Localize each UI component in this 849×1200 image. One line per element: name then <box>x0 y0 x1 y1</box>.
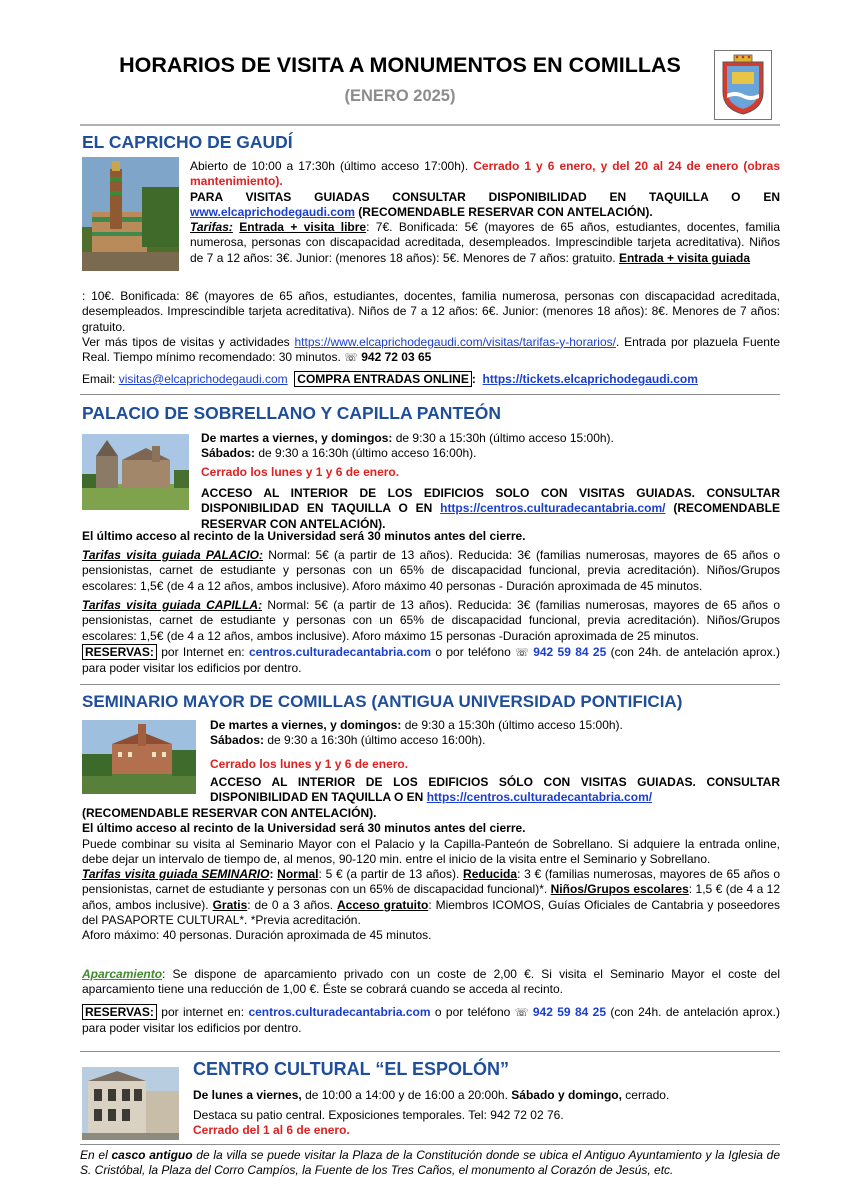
footer-bold: casco antiguo <box>111 1148 193 1162</box>
seminario-tarifas-label: Tarifas visita guiada SEMINARIO <box>82 867 270 882</box>
capricho-guided-text: : 10€. Bonificada: 8€ (mayores de 65 años, estudiantes, docentes, familia numerosa, personas con discapacidad acreditada, desempleados. Imprescindible tarjeta acreditativa). Niños de 7 a 12 años: 6€. Junior: (menores 18 años): 8€. Menores de 7 años: gratuito. <box>82 289 780 334</box>
seminario-reducida-text: : 3 € (familias numerosas, mayores de 65 años o pensionistas, carnet de estudiante y personas con un 65% de discapacidad funcional)*. <box>82 867 781 897</box>
sobrellano-details <box>82 529 780 544</box>
seminario-photo <box>82 720 196 794</box>
sobrellano-last: El último acceso al recinto de la Universidad será 30 minutos antes del cierre. <box>82 529 526 543</box>
sobrellano-reservas-phone: 942 59 84 25 <box>533 645 607 659</box>
seminario-parking-text: : Se dispone de aparcamiento privado con un coste de 2,00 €. Si visita el Seminario Mayor el coste del aparcamiento tiene una reducción de 1,00 €. Éste se cobrará cuando se acceda al recinto. <box>82 967 780 997</box>
footer-p2: de la villa se puede visitar la Plaza de la Constitución donde se ubica el Antiguo Ayuntamiento y la Iglesia de S. Cristóbal, la Plaza del Corro Campíos, la Fuente de los Tres Caños, el monumento al Corazón de Jesús, etc. <box>80 1148 781 1177</box>
seminario-last: El último acceso al recinto de la Universidad será 30 minutos antes del cierre. <box>82 821 526 836</box>
seminario-reservas-site[interactable]: centros.culturadecantabria.com <box>248 1005 431 1019</box>
capricho-photo <box>82 157 179 271</box>
espolon-hours2: cerrado. <box>621 1088 670 1102</box>
footer-note <box>80 1148 780 1178</box>
capricho-info-bottom <box>82 289 780 366</box>
sobrellano-hours2: de 9:30 a 16:30h (último acceso 16:00h). <box>255 446 477 461</box>
sobrellano-days1: De martes a viernes, y domingos: <box>201 431 393 445</box>
espolon-days1: De lunes a viernes, <box>193 1088 302 1102</box>
espolon-closed: Cerrado del 1 al 6 de enero. <box>193 1123 350 1138</box>
sobrellano-reservas-or: o por teléfono <box>431 645 511 659</box>
seminario-access-wrap <box>210 775 780 806</box>
espolon-info <box>193 1088 780 1103</box>
seminario-reducida-label: Reducida <box>463 867 518 882</box>
header-divider <box>80 124 780 126</box>
capricho-contact: Email: visitas@elcaprichodegaudi.com COMPRA ENTRADAS ONLINE : https://tickets.elcaprichodegaudi.com <box>82 372 698 386</box>
capricho-free-label: Entrada + visita libre <box>239 220 367 235</box>
phone-icon: ☏ <box>344 352 358 365</box>
footer-p1: En el <box>80 1148 108 1162</box>
capricho-buy-label: COMPRA ENTRADAS ONLINE <box>294 371 472 387</box>
espolon-photo <box>82 1067 179 1140</box>
capricho-free-text: : 7€. Bonificada: 5€ (mayores de 65 años, estudiantes, docentes, familia numerosa, personas con discapacidad acreditada, desempleados. Imprescindible tarjeta acreditativa). Niños de 7 a 12 años: 3€. Junior: (menores 18 años): 5€. Menores de 7 años: gratuito. <box>190 220 781 265</box>
espolon-hours1: de 10:00 a 14:00 y de 16:00 a 20:00h. <box>301 1088 508 1102</box>
sobrellano-photo <box>82 434 189 510</box>
seminario-hours <box>210 718 780 749</box>
sobrellano-reservas-tail: (con 24h. de antelación aprox.) para poder visitar los edificios por dentro. <box>82 645 781 676</box>
capricho-info-top: Abierto de 10:00 a 17:30h (último acceso 17:00h). Cerrado 1 y 6 enero, y del 20 al 24 de enero (obras mantenimiento). PARA VISITAS GUIADAS CONSULTAR DISPONIBILIDAD EN TAQUILLA O EN www.elcaprichodegaudi.com (RECOMENDABLE RESERVAR CON ANTELACIÓN). Tarifas: Entrada + visita libre: 7€. Bonificada: 5€ (mayores de 65 años, estudiantes, docentes, familia numerosa, personas con discapacidad acreditada, desempleados. Imprescindible tarjeta acreditativa). Niños de 7 a 12 años: 3€. Junior: (menores 18 años): 5€. Menores de 7 años: gratuito. Entrada + visita guiada <box>190 159 781 265</box>
capricho-tarifas-label: Tarifas <box>190 220 229 235</box>
seminario-reservas-label: RESERVAS: <box>82 1004 157 1020</box>
section-divider <box>80 1144 780 1145</box>
seminario-closed-wrap <box>210 757 780 772</box>
sobrellano-reserve: (RECOMENDABLE RESERVAR CON ANTELACIÓN). <box>201 501 780 531</box>
seminario-ninos-label: Niños/Grupos escolares <box>550 882 689 897</box>
sobrellano-hours <box>201 431 780 462</box>
sobrellano-palacio-text: Normal: 5€ (a partir de 13 años). Reducida: 3€ (familias numerosas, mayores de 65 años o pensionistas, carnet de estudiante y personas con un 65% de discapacidad funcional, previa acreditación). Niños/Grupos escolares: 1,5€ (de 4 a 12 años, ambos inclusive). Aforo máximo 40 personas - Duración aproximada de 45 minutos. <box>82 548 780 593</box>
seminario-link[interactable]: https://centros.culturadecantabria.com/ <box>426 790 653 805</box>
capricho-phone: 942 72 03 65 <box>361 350 432 365</box>
section-divider <box>80 394 780 395</box>
sobrellano-reservas-site[interactable]: centros.culturadecantabria.com <box>248 645 432 659</box>
seminario-parking-label: Aparcamiento <box>82 967 163 981</box>
capricho-web-link[interactable]: www.elcaprichodegaudi.com <box>190 204 355 219</box>
section-title-capricho: EL CAPRICHO DE GAUDÍ <box>82 132 293 152</box>
seminario-gratis-text: : de 0 a 3 años. <box>247 897 334 912</box>
seminario-reservas-tail: (con 24h. de antelación aprox.) para poder visitar los edificios por dentro. <box>82 1005 780 1036</box>
section-title-seminario: SEMINARIO MAYOR DE COMILLAS (ANTIGUA UNIVERSIDAD PONTIFICIA) <box>82 692 683 711</box>
seminario-closed: Cerrado los lunes y 1 y 6 de enero. <box>210 757 409 771</box>
sobrellano-palacio <box>82 548 780 594</box>
seminario-days2: Sábados: <box>210 733 265 748</box>
seminario-reservas-phone: 942 59 84 25 <box>532 1005 607 1019</box>
seminario-hours1: de 9:30 a 15:30h (último acceso 15:00h). <box>401 718 623 732</box>
phone-icon: ☏ <box>515 647 529 659</box>
seminario-hours2: de 9:30 a 16:30h (último acceso 16:00h). <box>264 733 486 748</box>
sobrellano-capilla <box>82 598 780 644</box>
seminario-ninos-text: : 1,5 € (de 4 a 12 años, ambos inclusive). <box>82 882 781 912</box>
seminario-parking <box>82 967 780 998</box>
sobrellano-hours1: de 9:30 a 15:30h (último acceso 15:00h). <box>392 431 614 445</box>
sobrellano-capilla-label: Tarifas visita guiada CAPILLA: <box>82 598 263 612</box>
sobrellano-reservas-text: por Internet en: <box>156 645 245 659</box>
phone-icon: ☏ <box>514 1007 529 1019</box>
page-title: HORARIOS DE VISITA A MONUMENTOS EN COMILLAS <box>119 53 681 77</box>
capricho-email-label: Email: <box>82 372 116 386</box>
espolon-desc-wrap <box>193 1108 780 1139</box>
seminario-combine: Puede combinar su visita al Seminario Mayor con el Palacio y la Capilla-Panteón de Sobrellano. Si adquiere la entrada online, debe dejar un intervalo de tiempo de, al menos, 90-120 min. entre el inicio de la visita entre el Seminario y Sobrellano. <box>82 836 780 866</box>
seminario-normal-text: : 5 € (a partir de 13 años). <box>318 867 460 882</box>
seminario-normal-label: Normal <box>277 867 319 882</box>
seminario-days1: De martes a viernes, y domingos: <box>210 718 402 732</box>
capricho-more-tail: . Entrada por plazuela Fuente Real. Tiempo mínimo recomendado: 30 minutos. <box>82 334 780 365</box>
seminario-reservas-or: o por teléfono <box>430 1005 511 1019</box>
seminario-gratis-label: Gratis <box>212 897 248 912</box>
sobrellano-capilla-text: Normal: 5€ (a partir de 13 años). Reducida: 3€ (familias numerosas, mayores de 65 años o pensionistas, carnet de estudiante y personas con un 65% de discapacidad funcional, previa acreditación). Niños/Grupos escolares: 1,5€ (de 4 a 12 años, ambos inclusive). Aforo máximo 15 personas -Duración aproximada de 25 minutos. <box>82 598 780 643</box>
sobrellano-days2: Sábados: <box>201 446 256 461</box>
section-title-espolon: CENTRO CULTURAL “EL ESPOLÓN” <box>193 1059 510 1079</box>
capricho-more-link[interactable]: https://www.elcaprichodegaudi.com/visitas/tarifas-y-horarios/ <box>294 334 616 349</box>
sobrellano-access: ACCESO AL INTERIOR DE LOS EDIFICIOS SOLO CON VISITAS GUIADAS. CONSULTAR DISPONIBILIDAD EN TAQUILLA O EN <box>201 486 780 516</box>
page-subtitle: (ENERO 2025) <box>344 87 456 105</box>
section-title-sobrellano: PALACIO DE SOBRELLANO Y CAPILLA PANTEÓN <box>82 403 502 423</box>
seminario-acceso-text: : Miembros ICOMOS, Guías Oficiales de Cantabria y poseedores del PASAPORTE CULTURAL*. *Previa acreditación. <box>82 897 781 928</box>
coat-of-arms-icon <box>714 50 772 120</box>
capricho-closed: Cerrado 1 y 6 enero, y del 20 al 24 de enero (obras mantenimiento). <box>190 159 780 189</box>
sobrellano-access-wrap <box>201 486 780 532</box>
capricho-email-link[interactable]: visitas@elcaprichodegaudi.com <box>118 372 288 386</box>
sobrellano-reservas <box>82 645 780 677</box>
section-divider <box>80 684 780 685</box>
seminario-acceso-label: Acceso gratuito <box>337 897 429 912</box>
seminario-reservas-text: por internet en: <box>156 1005 245 1019</box>
seminario-reservas <box>82 1005 780 1037</box>
capricho-more: Ver más tipos de visitas y actividades <box>82 334 290 349</box>
sobrellano-closed-wrap <box>201 465 780 480</box>
sobrellano-palacio-label: Tarifas visita guiada PALACIO: <box>82 548 264 562</box>
seminario-aforo: Aforo máximo: 40 personas. Duración aproximada de 45 minutos. <box>82 928 432 943</box>
sobrellano-reservas-label: RESERVAS: <box>82 644 157 660</box>
espolon-days2: Sábado y domingo, <box>511 1088 622 1102</box>
seminario-details: (RECOMENDABLE RESERVAR CON ANTELACIÓN). El último acceso al recinto de la Universidad será 30 minutos antes del cierre. Puede combinar su visita al Seminario Mayor con el Palacio y la Capilla-Panteón de Sobrellano. Si adquiere la entrada online, debe dejar un intervalo de tiempo de, al menos, 90-120 min. entre el inicio de la visita entre el Seminario y Sobrellano. Tarifas visita guiada SEMINARIO: Normal: 5 € (a partir de 13 años). Reducida: 3 € (familias numerosas, mayores de 65 años o pensionistas, carnet de estudiante y personas con un 65% de discapacidad funcional)*. Niños/Grupos escolares: 1,5 € (de 4 a 12 años, ambos inclusive). Gratis: de 0 a 3 años. Acceso gratuito: Miembros ICOMOS, Guías Oficiales de Cantabria y poseedores del PASAPORTE CULTURAL*. *Previa acreditación. Aforo máximo: 40 personas. Duración aproximada de 45 minutos. <box>82 806 781 943</box>
capricho-guided: PARA VISITAS GUIADAS CONSULTAR DISPONIBILIDAD EN TAQUILLA O EN <box>190 189 780 204</box>
capricho-buy-link[interactable]: https://tickets.elcaprichodegaudi.com <box>482 372 698 386</box>
sobrellano-closed: Cerrado los lunes y 1 y 6 de enero. <box>201 465 400 479</box>
espolon-desc: Destaca su patio central. Exposiciones temporales. Tel: 942 72 02 76. <box>193 1108 564 1122</box>
capricho-guided-label: Entrada + visita guiada <box>618 250 750 265</box>
seminario-access: ACCESO AL INTERIOR DE LOS EDIFICIOS SÓLO CON VISITAS GUIADAS. CONSULTAR DISPONIBILIDAD EN TAQUILLA O EN <box>210 775 780 805</box>
capricho-reserve: (RECOMENDABLE RESERVAR CON ANTELACIÓN). <box>358 204 653 219</box>
capricho-hours: Abierto de 10:00 a 17:30h (último acceso 17:00h). <box>190 159 469 173</box>
section-divider <box>80 1051 780 1052</box>
seminario-reserve: (RECOMENDABLE RESERVAR CON ANTELACIÓN). <box>82 806 377 820</box>
sobrellano-link[interactable]: https://centros.culturadecantabria.com/ <box>440 501 666 516</box>
